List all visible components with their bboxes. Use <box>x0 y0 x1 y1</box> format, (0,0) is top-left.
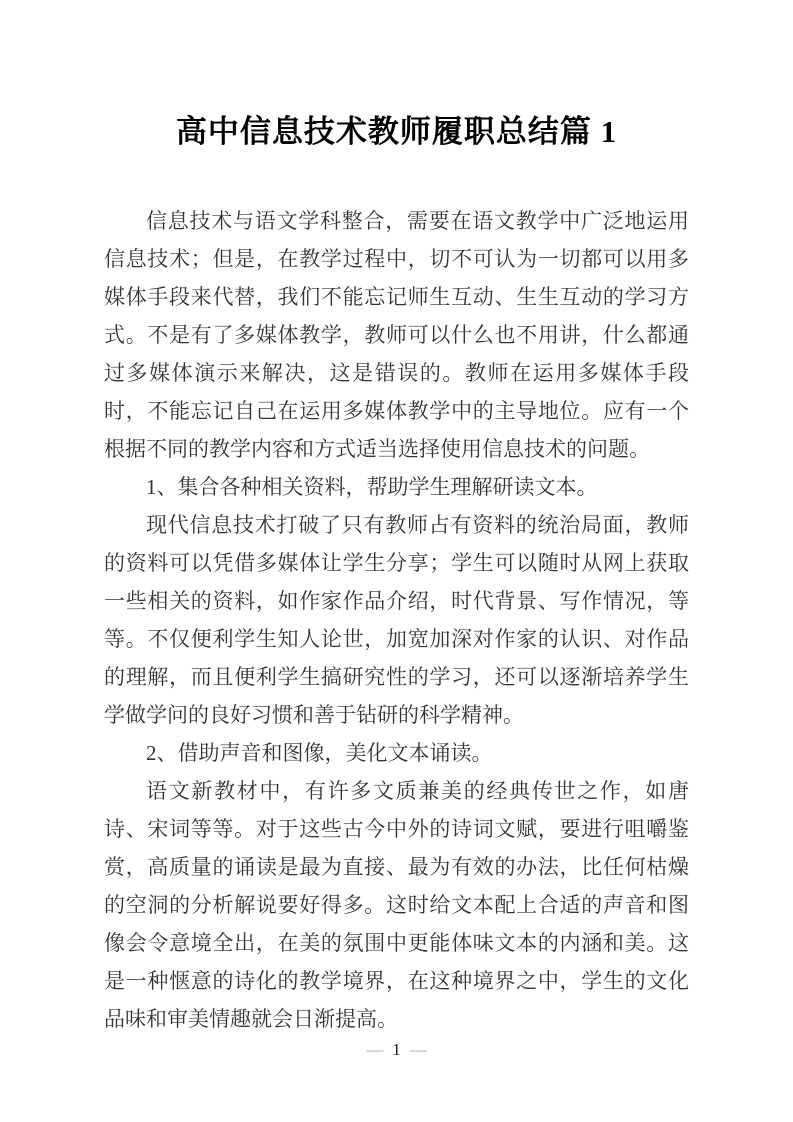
paragraph-heading-1: 1、集合各种相关资料，帮助学生理解研读文本。 <box>146 475 598 499</box>
paragraph-section-2-body: 语文新教材中，有许多文质兼美的经典传世之作，如唐诗、宋词等等。对于这些古今中外的诗词文赋，要进行咀嚼鉴赏，高质量的诵读是最为直接、最为有效的办法，比任何枯燥的空洞的分析解说要好得多。这时给文本配上合适的声音和图像会令意境全出，在美的氛围中更能体味文本的内涵和美。这是一种惬意的诗化的教学境界，在这种境界之中，学生的文化品味和审美情趣就会日渐提高。 <box>104 779 689 1031</box>
document-title: 高中信息技术教师履职总结篇 1 <box>175 114 618 149</box>
page-footer <box>0 1040 793 1060</box>
footer-dash-left: — <box>366 1040 384 1059</box>
paragraph-heading-2: 2、借助声音和图像，美化文本诵读。 <box>146 741 493 765</box>
paragraph-section-1-body: 现代信息技术打破了只有教师占有资料的统治局面，教师的资料可以凭借多媒体让学生分享；学生可以随时从网上获取一些相关的资料，如作家作品介绍，时代背景、写作情况，等等。不仅便利学生知人论世，加宽加深对作家的认识、对作品的理解，而且便利学生搞研究性的学习，还可以逐渐培养学生学做学问的良好习惯和善于钻研的科学精神。 <box>104 513 689 727</box>
paragraph-intro: 信息技术与语文学科整合，需要在语文教学中广泛地运用信息技术；但是，在教学过程中，切不可认为一切都可以用多媒体手段来代替，我们不能忘记师生互动、生生互动的学习方式。不是有了多媒体教学，教师可以什么也不用讲，什么都通过多媒体演示来解决，这是错误的。教师在运用多媒体手段时，不能忘记自己在运用多媒体教学中的主导地位。应有一个根据不同的教学内容和方式适当选择使用信息技术的问题。 <box>104 209 689 461</box>
document-body <box>104 202 689 1038</box>
page-number: 1 <box>392 1040 401 1059</box>
footer-dash-right: — <box>409 1040 427 1059</box>
